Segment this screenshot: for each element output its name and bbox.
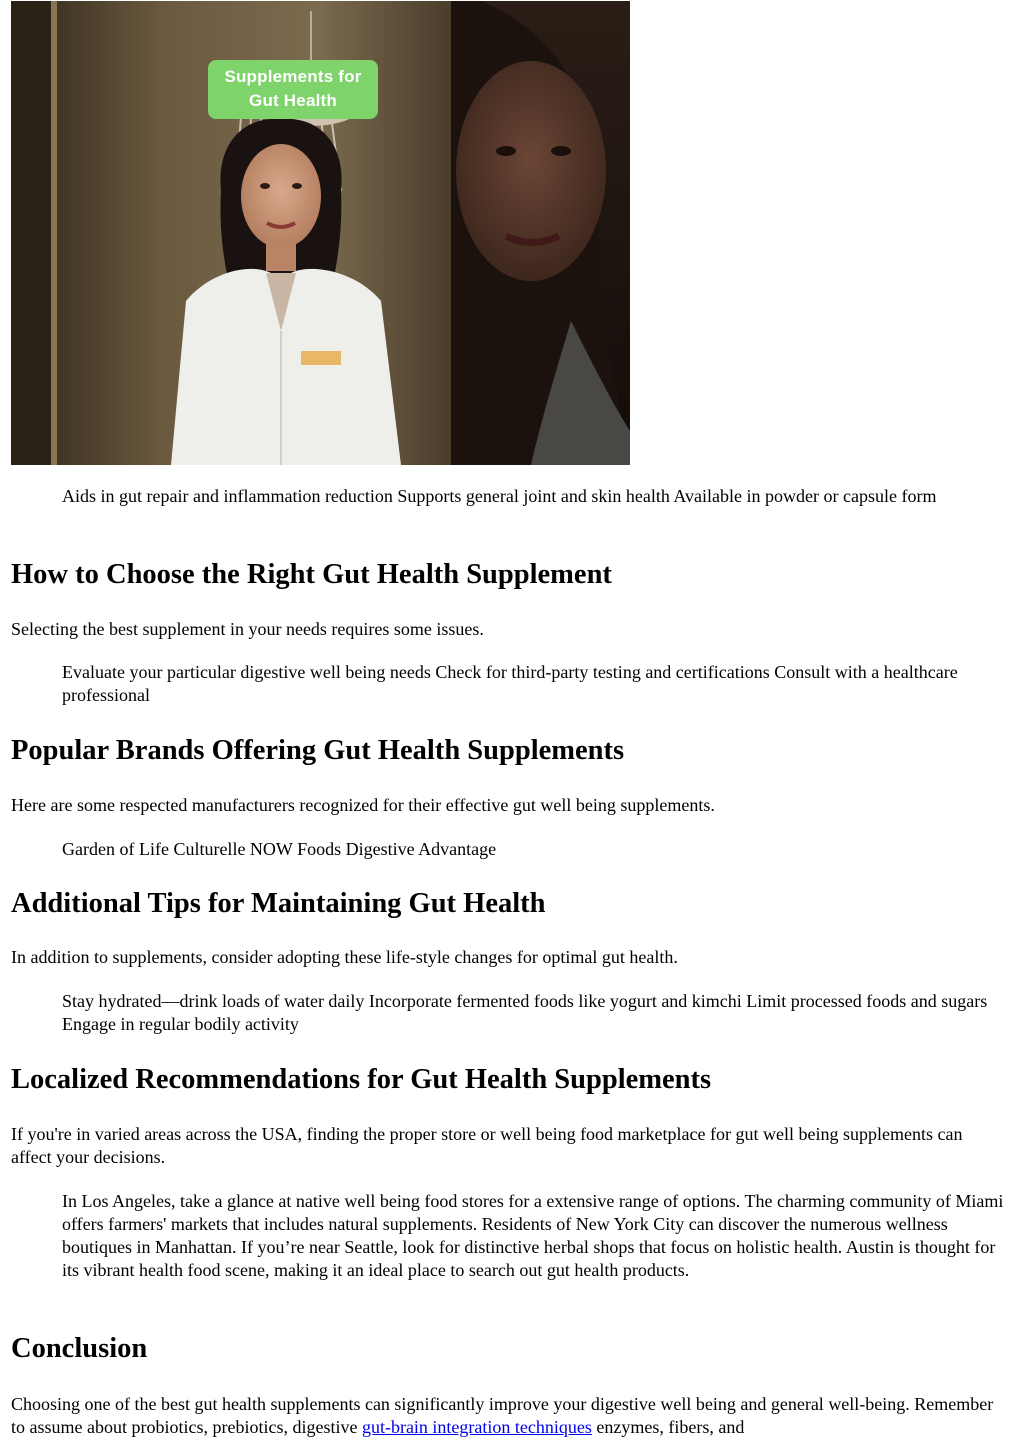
localized-intro: If you're in varied areas across the USA, finding the proper store or well being food marketplace for gut well being supplements can affect your decisions. [11,1124,963,1167]
conclusion-text-after: enzymes, fibers, and [591,1417,745,1437]
additional-tips-list: Stay hydrated—drink loads of water daily Incorporate fermented foods like yogurt and kimchi Limit processed foods and sugars Engage in regular bodily activity [62,991,988,1034]
hero-tag-line-1: Supplements for [224,67,362,86]
heading-localized-recommendations: Localized Recommendations for Gut Health Supplements [11,1064,712,1095]
heading-additional-tips: Additional Tips for Maintaining Gut Health [11,888,546,919]
popular-brands-list: Garden of Life Culturelle NOW Foods Digestive Advantage [62,839,497,859]
hero-caption-tag [208,60,378,119]
heading-conclusion: Conclusion [11,1333,148,1364]
additional-tips-intro: In addition to supplements, consider adopting these life-style changes for optimal gut health. [11,947,678,967]
heading-how-to-choose: How to Choose the Right Gut Health Supplement [11,559,612,590]
gut-brain-link[interactable]: gut-brain integration techniques [361,1417,592,1437]
popular-brands-intro: Here are some respected manufacturers recognized for their effective gut well being supplements. [11,795,715,815]
hero-image [11,1,630,465]
conclusion-text-before: Choosing one of the best gut health supplements can significantly improve your digestive well being and general well-being. Remember to assume about probiotics, prebiotics, digestive [11,1394,994,1437]
collagen-benefits-list: Aids in gut repair and inflammation reduction Supports general joint and skin health Available in powder or capsule form [62,486,937,506]
conclusion-paragraph [11,1393,1007,1439]
localized-list: In Los Angeles, take a glance at native well being food stores for a extensive range of options. The charming community of Miami offers farmers' markets that includes natural supplements. Residents of New York City can discover the numerous wellness boutiques in Manhattan. If you’re near Seattle, look for distinctive herbal shops that focus on holistic health. Austin is thought for its vibrant health food scene, making it an ideal place to search out gut health products. [62,1191,1004,1280]
how-to-choose-list: Evaluate your particular digestive well being needs Check for third-party testing and certifications Consult with a healthcare professional [62,662,958,705]
heading-popular-brands: Popular Brands Offering Gut Health Supplements [11,735,625,766]
hero-tag-line-2: Gut Health [249,91,337,110]
how-to-choose-intro: Selecting the best supplement in your needs requires some issues. [11,619,484,639]
